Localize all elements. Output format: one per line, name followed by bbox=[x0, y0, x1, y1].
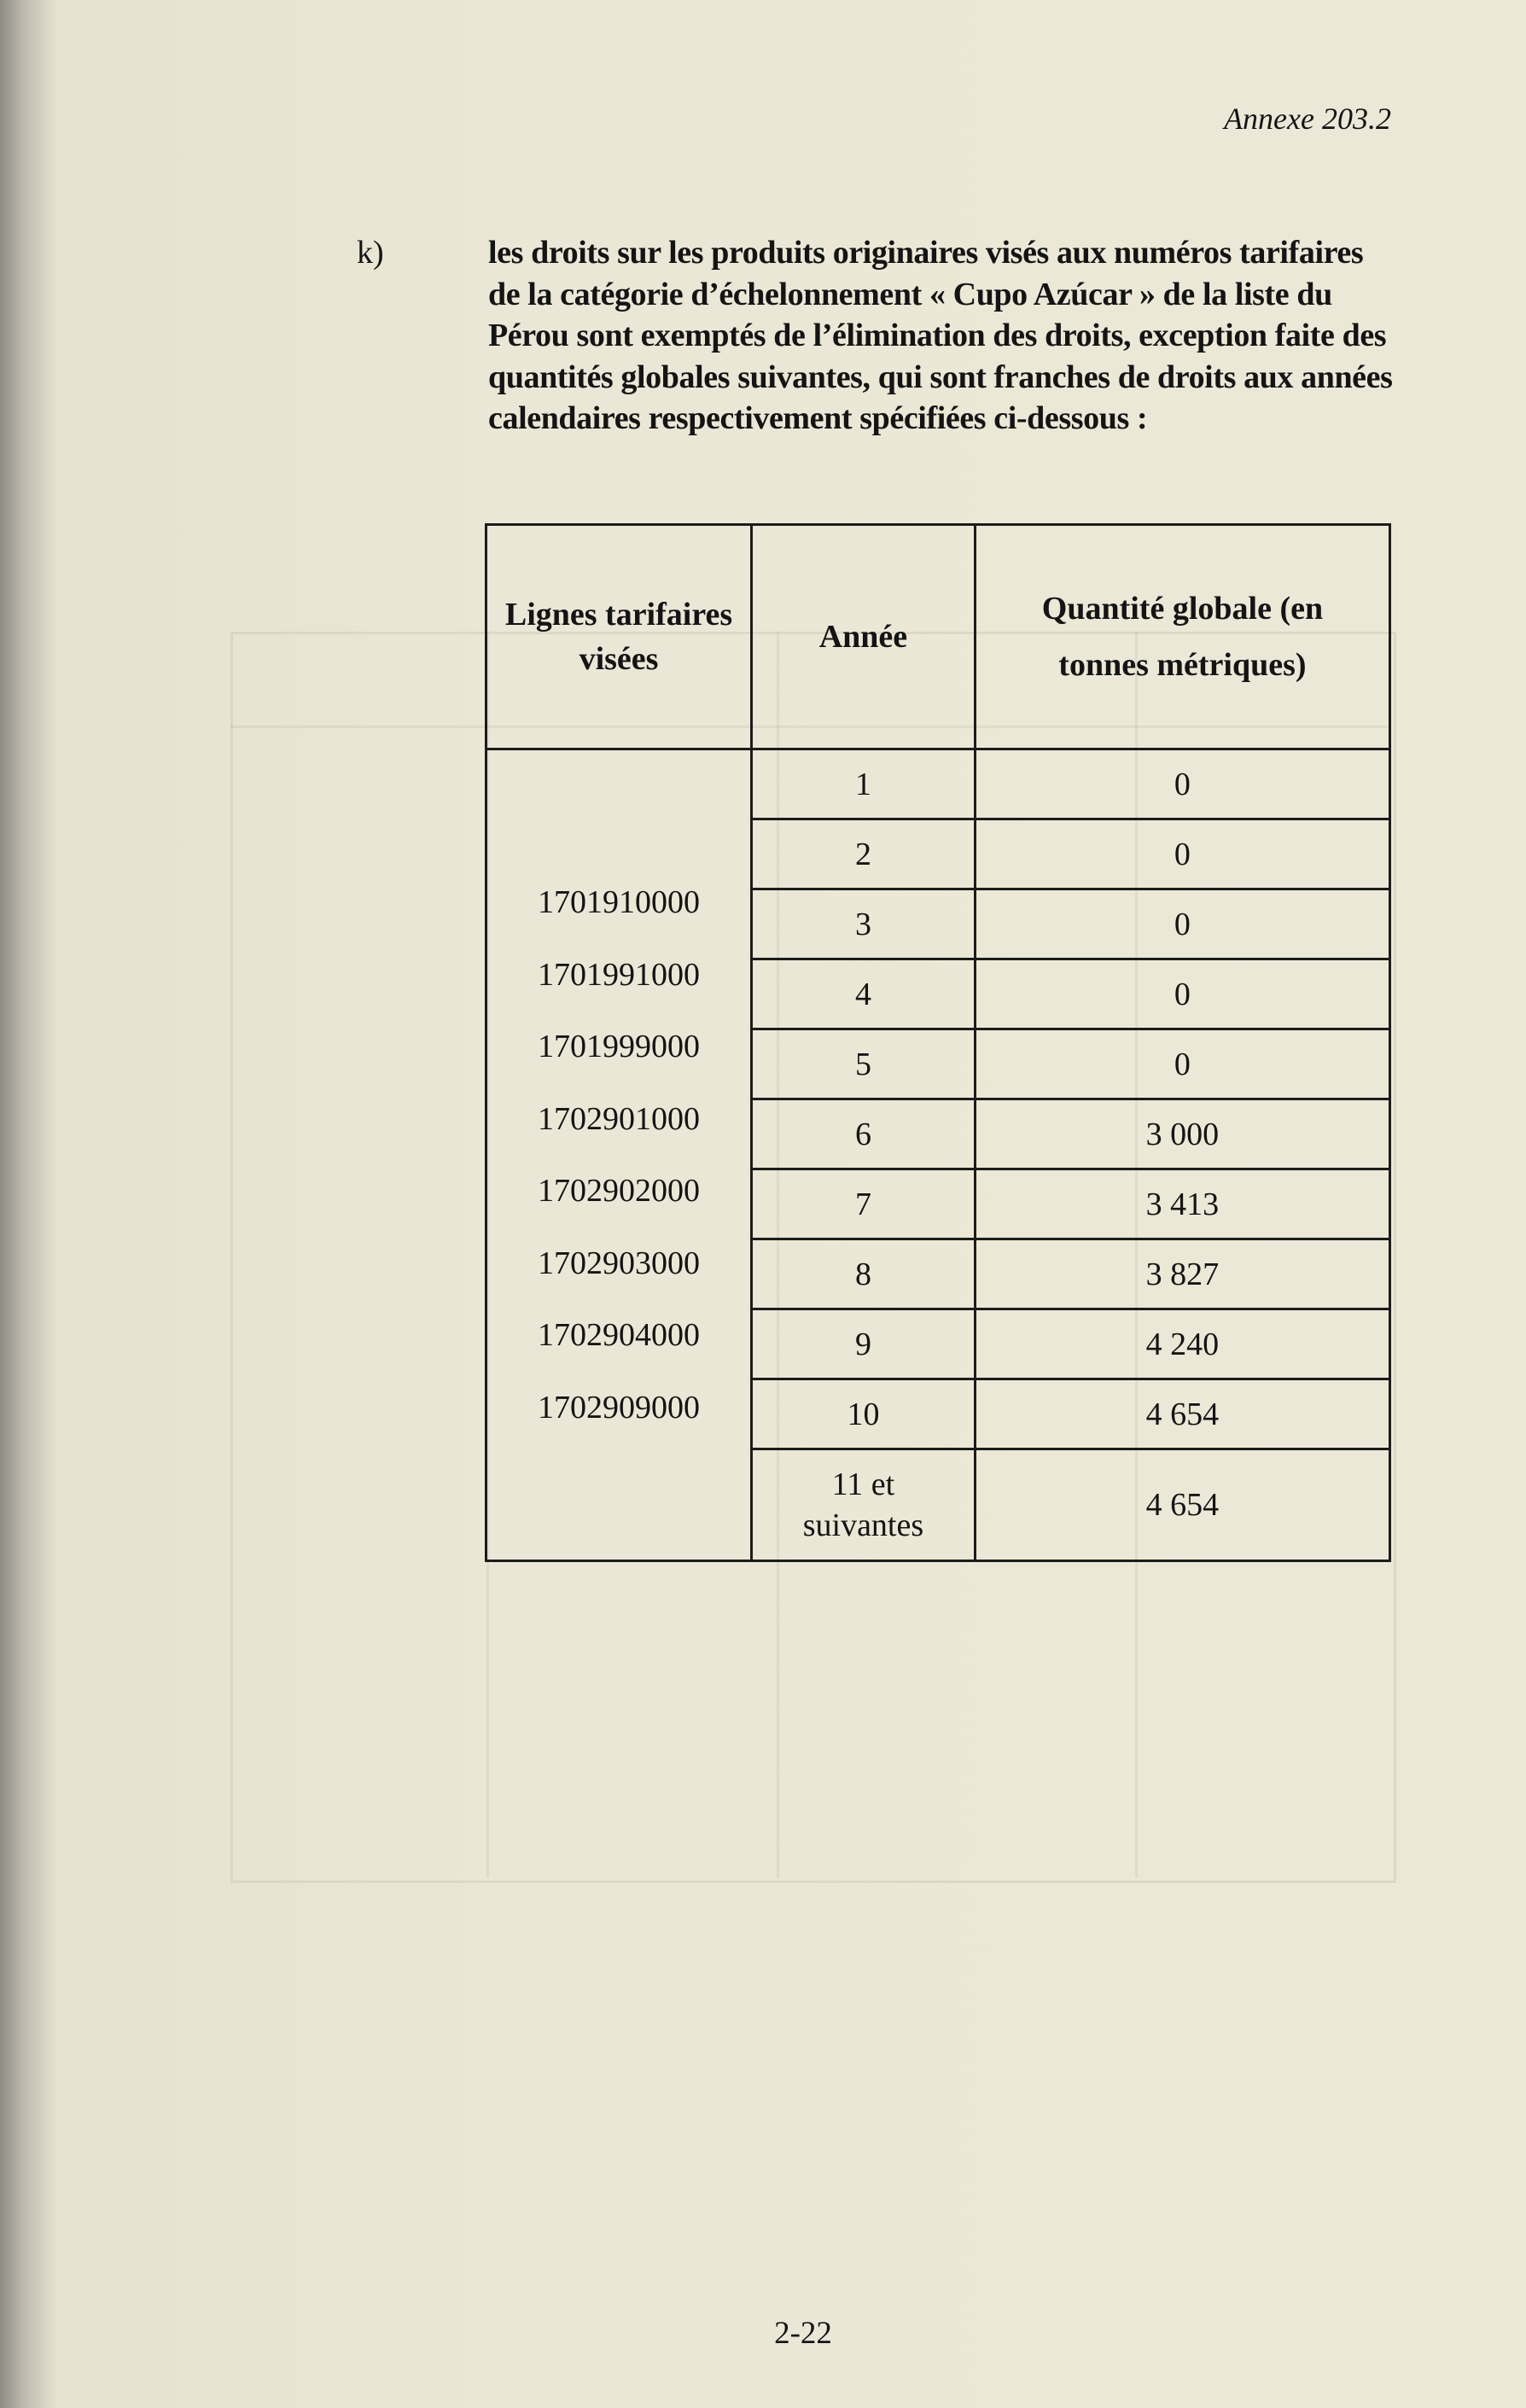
quantity-cell: 4 240 bbox=[975, 1309, 1389, 1379]
table-row bbox=[486, 749, 1390, 819]
page-number: 2-22 bbox=[774, 2316, 832, 2351]
year-cell: 10 bbox=[752, 1379, 976, 1449]
tariff-line: 1701991000 bbox=[538, 956, 700, 993]
year-cell: 7 bbox=[752, 1169, 976, 1239]
quantity-cell: 0 bbox=[975, 1029, 1389, 1099]
year-cell: 5 bbox=[752, 1029, 976, 1099]
year-cell: 1 bbox=[752, 749, 976, 819]
quantity-cell: 0 bbox=[975, 889, 1389, 959]
quantity-cell: 3 413 bbox=[975, 1169, 1389, 1239]
quantity-cell: 3 827 bbox=[975, 1239, 1389, 1309]
tariff-line: 1702909000 bbox=[538, 1389, 700, 1426]
paragraph-marker: k) bbox=[357, 235, 384, 271]
header-tariff-lines: Lignes tarifaires visées bbox=[486, 525, 752, 749]
year-cell: 4 bbox=[752, 959, 976, 1029]
tariff-line: 1701910000 bbox=[538, 884, 700, 920]
tariff-lines-cell bbox=[486, 749, 752, 1561]
quantity-cell: 3 000 bbox=[975, 1099, 1389, 1169]
table-header-row bbox=[486, 525, 1390, 749]
quantity-cell: 0 bbox=[975, 749, 1389, 819]
running-header: Annexe 203.2 bbox=[1224, 102, 1391, 136]
page-binding-shadow bbox=[0, 0, 60, 2408]
tariff-line: 1701999000 bbox=[538, 1029, 700, 1064]
year-cell: 11 et suivantes bbox=[752, 1449, 976, 1561]
tariff-line: 1702901000 bbox=[538, 1100, 700, 1137]
year-cell: 8 bbox=[752, 1239, 976, 1309]
page-footer bbox=[0, 2315, 1526, 2352]
year-cell: 3 bbox=[752, 889, 976, 959]
year-cell: 9 bbox=[752, 1309, 976, 1379]
tariff-line: 1702904000 bbox=[538, 1317, 700, 1353]
quantity-cell: 4 654 bbox=[975, 1379, 1389, 1449]
year-cell: 2 bbox=[752, 819, 976, 889]
header-aggregate-quantity: Quantité globale (en tonnes métriques) bbox=[975, 525, 1389, 749]
tariff-line: 1702902000 bbox=[538, 1173, 700, 1209]
tariff-quota-table bbox=[485, 523, 1391, 1562]
quantity-cell: 0 bbox=[975, 819, 1389, 889]
year-cell: 6 bbox=[752, 1099, 976, 1169]
header-year: Année bbox=[752, 525, 976, 749]
tariff-line: 1702903000 bbox=[538, 1245, 700, 1281]
quantity-cell: 4 654 bbox=[975, 1449, 1389, 1561]
quantity-cell: 0 bbox=[975, 959, 1389, 1029]
paragraph-text: les droits sur les produits originaires visés aux numéros tarifaires de la catégorie d’échelonnement « Cupo Azúcar » de la liste du Pérou sont exemptés de l’élimination des droits, exception faite des quantités globales suivantes, qui sont franches de droits aux années calendaires respectivement spécifiées ci-dessous : bbox=[488, 235, 1393, 436]
